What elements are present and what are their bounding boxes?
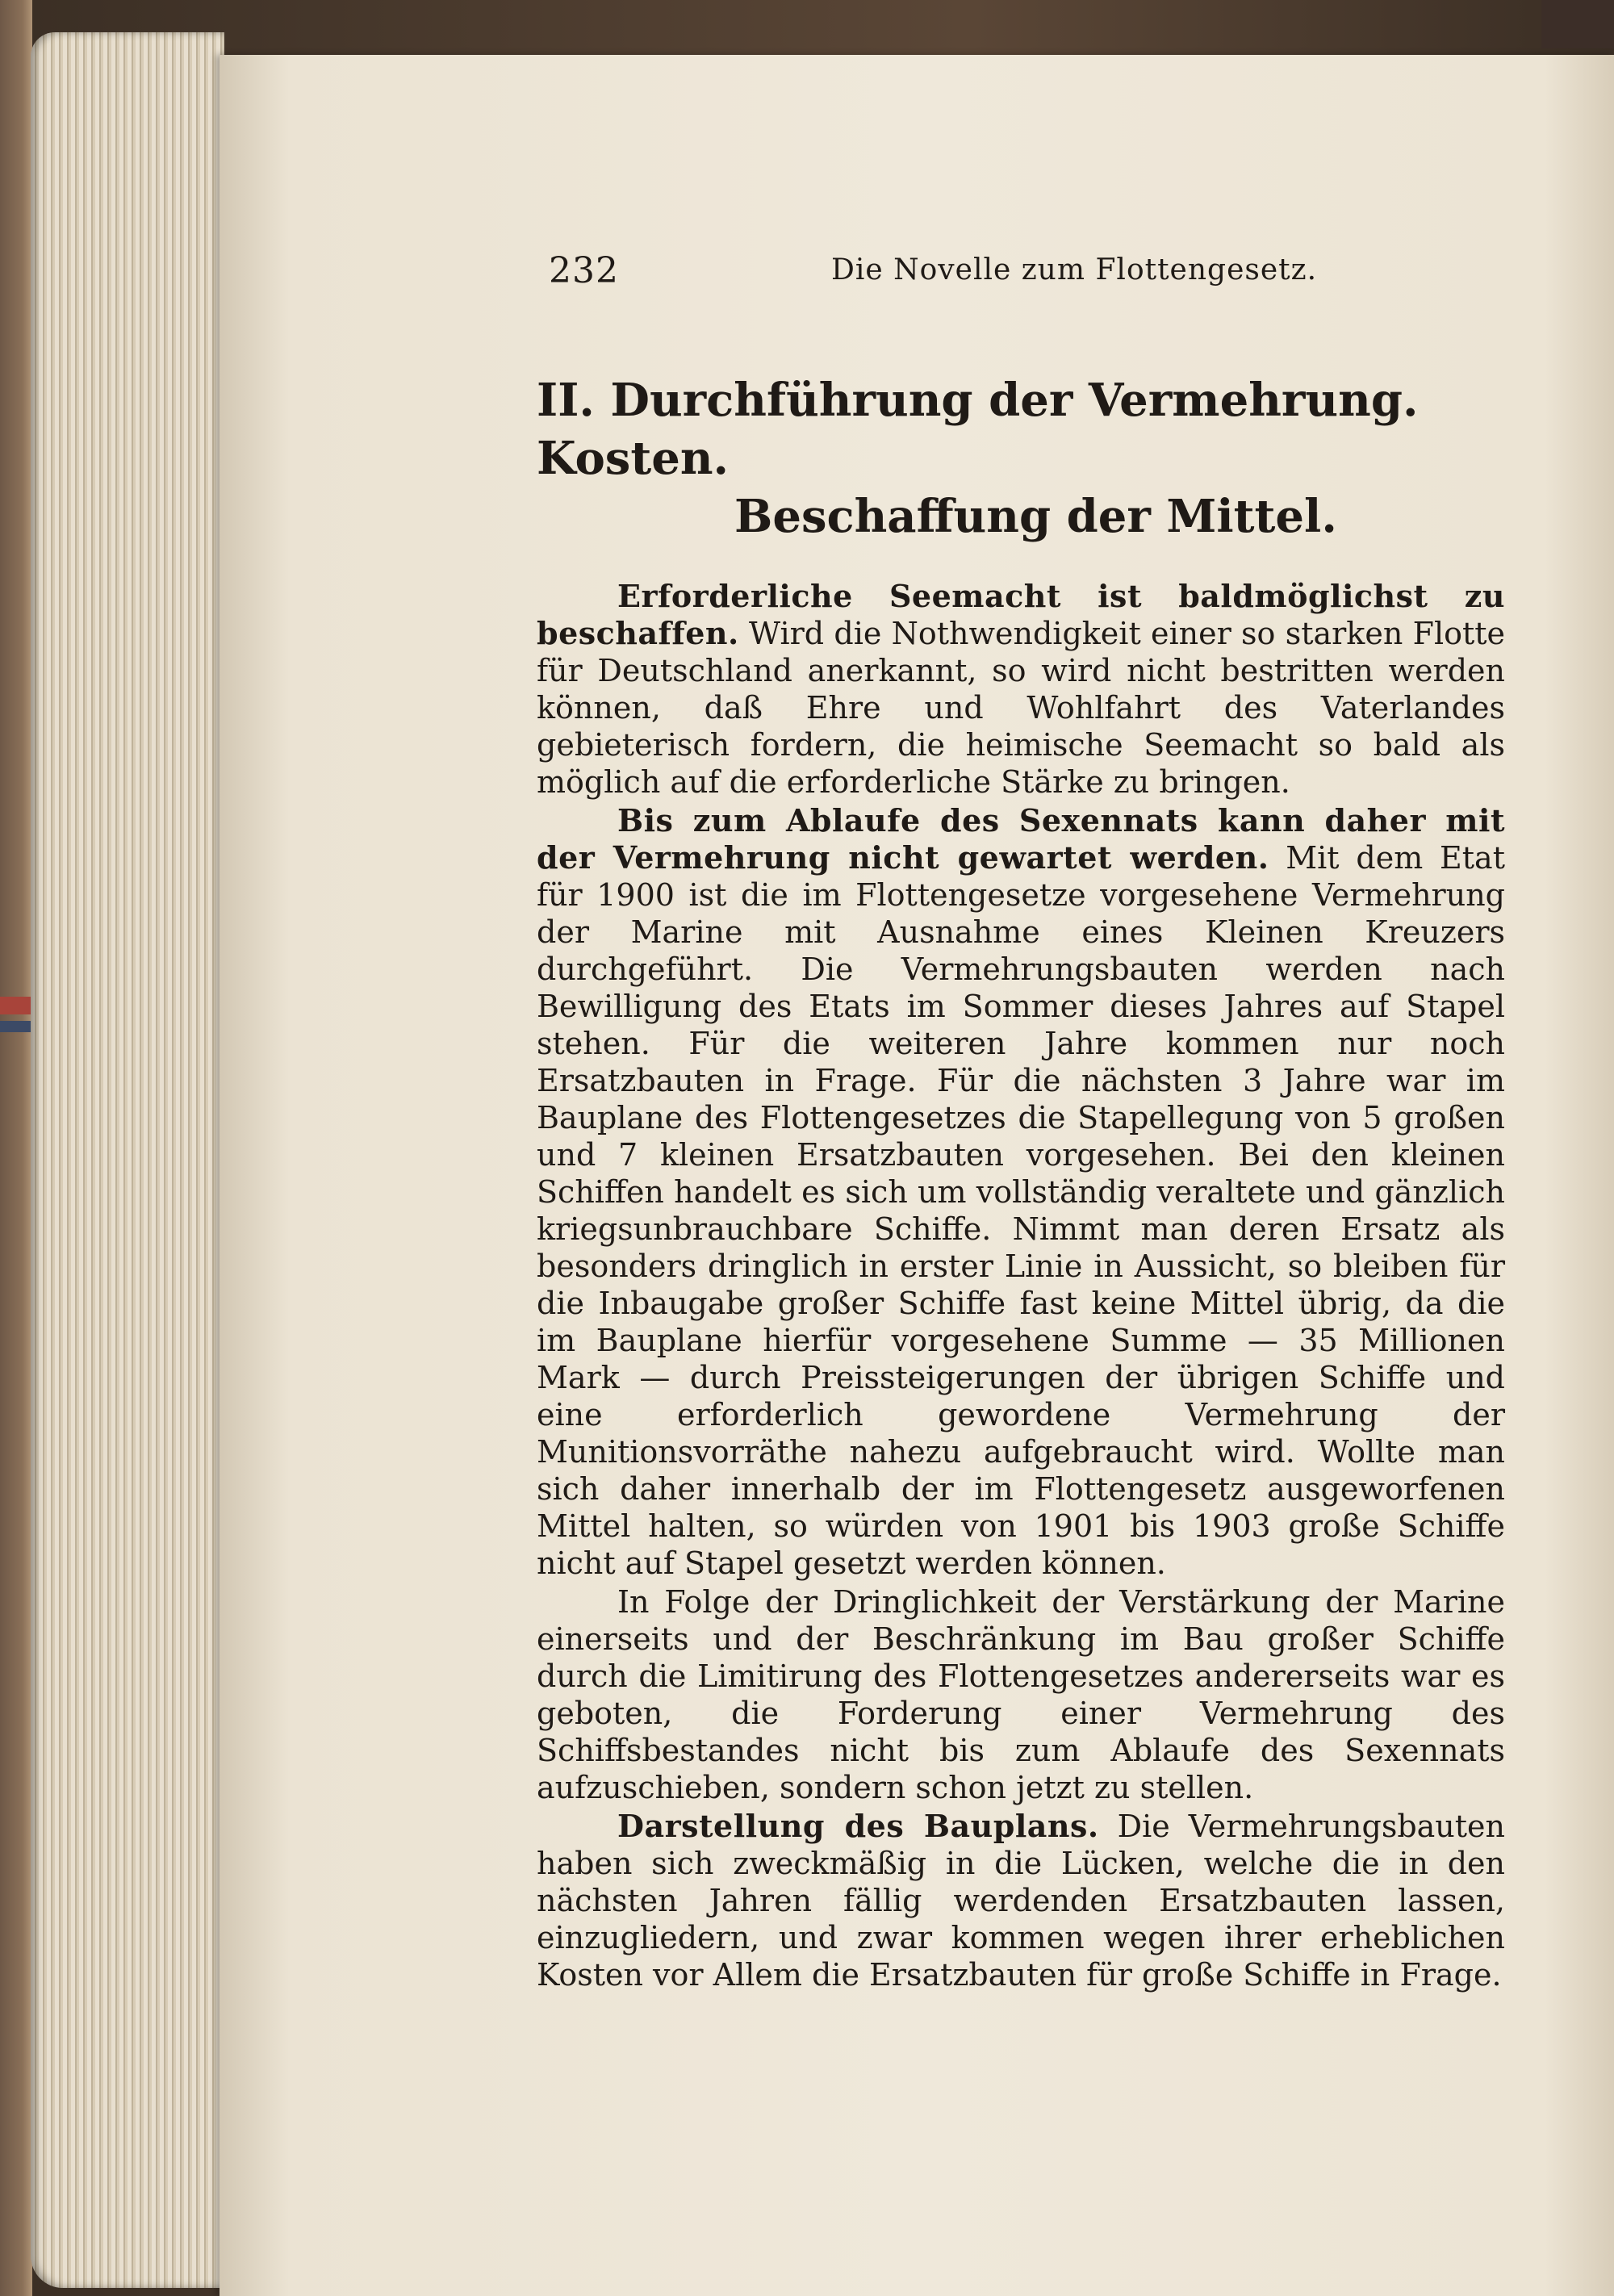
paragraph-text: Mit dem Etat für 1900 ist die im Flottengesetze vorgesehene Vermehrung der Marine mit Ausnahme eines Kleinen Kreuzers durchgeführt. Die Vermehrungsbauten werden nach Bewilligung des Etats im Sommer dieses Jahres auf Stapel stehen. Für die weiteren Jahre kommen nur noch Ersatzbauten in Frage. Für die nächsten 3 Jahre war im Bauplane des Flottengesetzes die Stapellegung von 5 großen und 7 kleinen Ersatzbauten vorgesehen. Bei den kleinen Schiffen handelt es sich um vollständig veraltete und gänzlich kriegsunbrauchbare Schiffe. Nimmt man deren Ersatz als besonders dringlich in erster Linie in Aussicht, so bleiben für die Inbaugabe großer Schiffe fast keine Mittel übrig, da die im Bauplane hierfür vorgesehene Summe — 35 Millionen Mark — durch Preissteigerungen der übrigen Schiffe und eine erforderlich gewordene Vermehrung der Munitionsvorräthe nahezu aufgebraucht wird. Wollte man sich daher innerhalb der im Flottengesetz ausgeworfenen Mittel halten, so würden von 1901 bis 1903 große Schiffe nicht auf Stapel gesetzt werden können. [537, 840, 1505, 1581]
book-cover-corner [1541, 0, 1614, 48]
cover-stripe-red [0, 997, 32, 1014]
paragraph [537, 578, 1505, 801]
paragraph-text: Die Vermehrungsbauten haben sich zweckmäßig in die Lücken, welche die in den nächsten Jahren fällig werdenden Ersatzbauten lassen, einzugliedern, und zwar kommen wegen ihrer erheblichen Kosten vor Allem die Ersatzbauten für große Schiffe in Frage. [537, 1809, 1506, 1993]
page-header [319, 242, 1505, 307]
paragraph-lead: Bis zum Ablaufe des Sexennats kann daher mit der Vermehrung nicht gewartet werden. [537, 802, 1505, 876]
section-heading [319, 371, 1505, 546]
cover-stripe-blue [0, 1021, 32, 1032]
running-head: Die Novelle zum Flottengesetz. [831, 253, 1318, 286]
page-content [319, 242, 1505, 1993]
page-number: 232 [549, 250, 619, 291]
paragraph-text: In Folge der Dringlichkeit der Verstärkung der Marine einerseits und der Beschränkung im Bau großer Schiffe durch die Limitirung des Flottengesetzes andererseits war es geboten, die Forderung einer Vermehrung des Schiffsbestandes nicht bis zum Ablaufe des Sexennats aufzuschieben, sondern schon jetzt zu stellen. [537, 1584, 1505, 1805]
body-text [537, 578, 1505, 1993]
book-cover-edge [0, 0, 32, 2296]
section-heading-line2: Beschaffung der Mittel. [734, 490, 1337, 543]
paragraph-lead: Darstellung des Bauplans. [617, 1808, 1099, 1844]
paragraph [537, 1583, 1505, 1806]
paragraph-text: Wird die Nothwendigkeit einer so starken Flotte für Deutschland anerkannt, so wird nicht bestritten werden können, daß Ehre und Wohlfahrt des Vaterlandes gebieterisch fordern, die heimische Seemacht so bald als möglich auf die erforderliche Stärke zu bringen. [537, 616, 1505, 800]
section-heading-line1: II. Durchführung der Vermehrung. Kosten. [537, 374, 1419, 485]
paragraph-lead: Erforderliche Seemacht ist baldmöglichst zu beschaffen. [537, 578, 1505, 651]
paragraph [537, 1808, 1505, 1993]
paragraph [537, 802, 1505, 1582]
page-edges [31, 32, 224, 2288]
